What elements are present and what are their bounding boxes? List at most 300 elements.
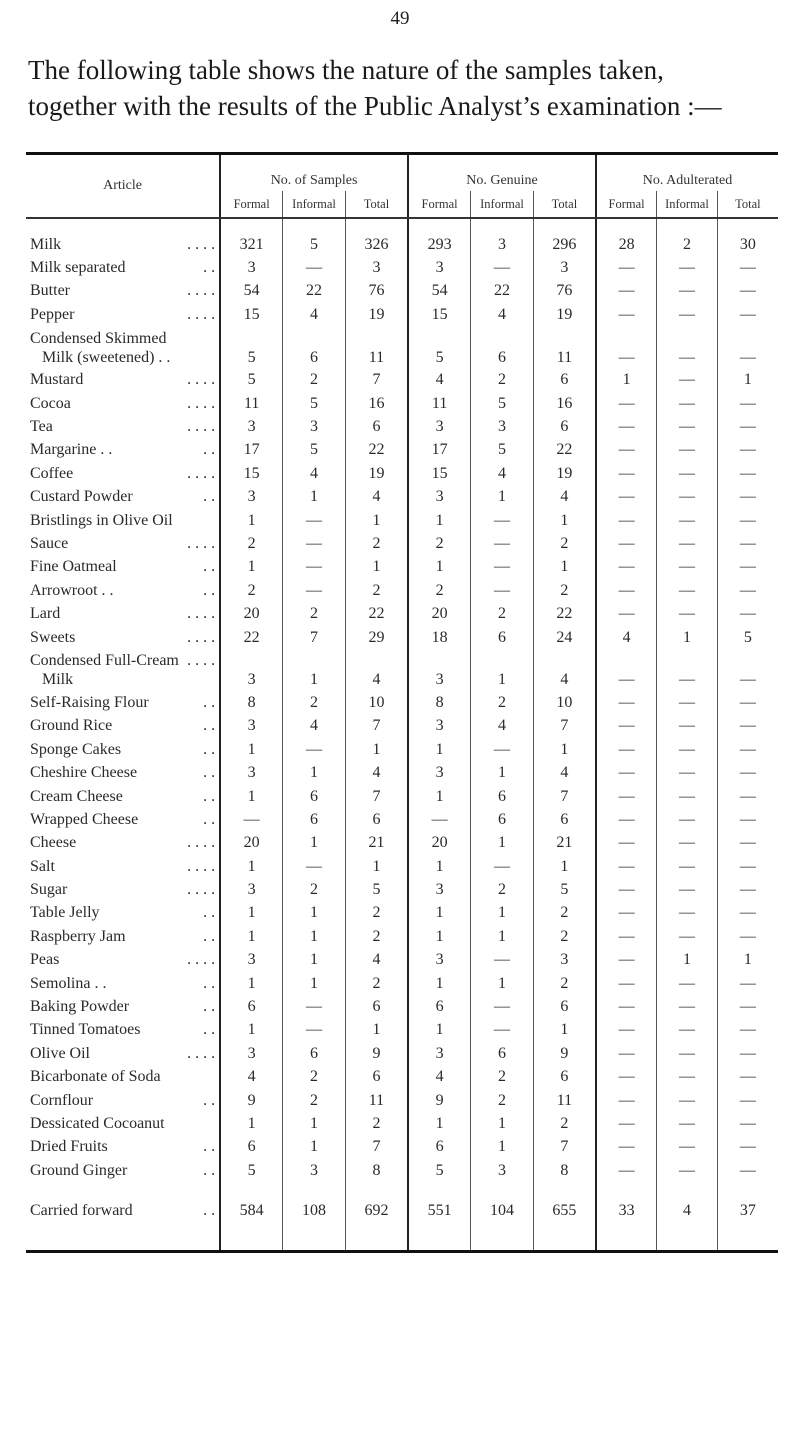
adulterated-formal-cell: — bbox=[596, 392, 657, 415]
genuine-total-cell: 6 bbox=[533, 808, 596, 831]
genuine-informal-cell: 3 bbox=[471, 1159, 534, 1182]
leader-dots: . . bbox=[203, 904, 216, 922]
adulterated-formal-cell: — bbox=[596, 925, 657, 948]
adulterated-formal-cell: — bbox=[596, 556, 657, 579]
leader-dots: . . bbox=[203, 1091, 216, 1109]
article-cell bbox=[26, 602, 220, 625]
genuine-total-cell: 9 bbox=[533, 1042, 596, 1065]
genuine-formal-cell: 1 bbox=[408, 1019, 471, 1042]
table-row bbox=[26, 925, 778, 948]
adulterated-total-cell: — bbox=[717, 1066, 778, 1089]
genuine-total-cell: 3 bbox=[533, 256, 596, 279]
adulterated-total-cell: 37 bbox=[717, 1196, 778, 1252]
article-name: Cheese bbox=[30, 834, 77, 852]
leader-dots: . . . . bbox=[187, 534, 216, 552]
samples-informal-cell: 5 bbox=[283, 233, 346, 256]
adulterated-informal-cell: — bbox=[657, 602, 718, 625]
adulterated-informal-cell: — bbox=[657, 1019, 718, 1042]
samples-total-cell: 1 bbox=[345, 738, 408, 761]
adulterated-formal-cell: — bbox=[596, 579, 657, 602]
adulterated-informal-cell: — bbox=[657, 392, 718, 415]
samples-total-cell: 22 bbox=[345, 439, 408, 462]
adulterated-total-cell: — bbox=[717, 738, 778, 761]
genuine-formal-cell: 3 bbox=[408, 1042, 471, 1065]
genuine-formal-cell: 1 bbox=[408, 1112, 471, 1135]
genuine-total-cell: 2 bbox=[533, 902, 596, 925]
adulterated-informal-cell: — bbox=[657, 878, 718, 901]
adulterated-formal-cell: — bbox=[596, 486, 657, 509]
samples-informal-cell: 6 bbox=[283, 1042, 346, 1065]
adulterated-total-cell: — bbox=[717, 579, 778, 602]
table-row bbox=[26, 761, 778, 784]
samples-informal-cell: — bbox=[283, 532, 346, 555]
adulterated-total-cell: — bbox=[717, 327, 778, 369]
samples-total-cell: 4 bbox=[345, 486, 408, 509]
samples-informal-cell: — bbox=[283, 579, 346, 602]
table-row bbox=[26, 1089, 778, 1112]
samples-informal-cell: 2 bbox=[283, 878, 346, 901]
genuine-informal-cell: — bbox=[471, 738, 534, 761]
article-name-continued: Milk (sweetened) . . bbox=[42, 348, 171, 366]
adulterated-total-cell: — bbox=[717, 878, 778, 901]
samples-formal-cell: 3 bbox=[220, 761, 283, 784]
article-cell bbox=[26, 649, 220, 691]
article-cell bbox=[26, 462, 220, 485]
genuine-formal-cell: 1 bbox=[408, 738, 471, 761]
genuine-informal-cell: 1 bbox=[471, 925, 534, 948]
adulterated-formal-cell: — bbox=[596, 972, 657, 995]
article-cell bbox=[26, 1196, 220, 1252]
adulterated-informal-cell: — bbox=[657, 280, 718, 303]
genuine-total-cell: 4 bbox=[533, 486, 596, 509]
adulterated-informal-cell: — bbox=[657, 995, 718, 1018]
table-row bbox=[26, 949, 778, 972]
adulterated-formal-cell: — bbox=[596, 715, 657, 738]
genuine-formal-cell: 1 bbox=[408, 509, 471, 532]
samples-informal-cell: 6 bbox=[283, 327, 346, 369]
adulterated-informal-cell: — bbox=[657, 691, 718, 714]
adulterated-total-cell: 1 bbox=[717, 949, 778, 972]
article-name: Butter bbox=[30, 282, 70, 300]
adulterated-formal-cell: 28 bbox=[596, 233, 657, 256]
samples-informal-cell: 1 bbox=[283, 1136, 346, 1159]
article-cell bbox=[26, 738, 220, 761]
adulterated-informal-cell: 4 bbox=[657, 1196, 718, 1252]
article-cell bbox=[26, 902, 220, 925]
samples-formal-cell: 584 bbox=[220, 1196, 283, 1252]
samples-formal-cell: 2 bbox=[220, 579, 283, 602]
article-name: Lard bbox=[30, 605, 61, 623]
article-cell bbox=[26, 579, 220, 602]
article-cell bbox=[26, 878, 220, 901]
samples-formal-cell: 1 bbox=[220, 738, 283, 761]
samples-formal-cell: 3 bbox=[220, 256, 283, 279]
adulterated-informal-cell: — bbox=[657, 715, 718, 738]
samples-informal-cell: 2 bbox=[283, 691, 346, 714]
samples-informal-cell: 7 bbox=[283, 626, 346, 649]
leader-dots: . . bbox=[203, 810, 216, 828]
genuine-total-cell: 3 bbox=[533, 949, 596, 972]
genuine-formal-cell: 20 bbox=[408, 832, 471, 855]
adulterated-informal-cell: — bbox=[657, 486, 718, 509]
samples-informal-cell: 4 bbox=[283, 715, 346, 738]
leader-dots: . . . . bbox=[187, 628, 216, 646]
genuine-total-cell: 76 bbox=[533, 280, 596, 303]
adulterated-informal-cell: — bbox=[657, 303, 718, 326]
table-row bbox=[26, 902, 778, 925]
subheader-formal: Formal bbox=[220, 191, 283, 218]
genuine-informal-cell: 5 bbox=[471, 439, 534, 462]
samples-informal-cell: — bbox=[283, 738, 346, 761]
samples-formal-cell: 5 bbox=[220, 369, 283, 392]
samples-informal-cell: 3 bbox=[283, 1159, 346, 1182]
adulterated-formal-cell: — bbox=[596, 439, 657, 462]
genuine-formal-cell: 293 bbox=[408, 233, 471, 256]
genuine-formal-cell: 4 bbox=[408, 1066, 471, 1089]
adulterated-formal-cell: — bbox=[596, 691, 657, 714]
adulterated-informal-cell: — bbox=[657, 532, 718, 555]
genuine-formal-cell: 15 bbox=[408, 462, 471, 485]
genuine-total-cell: 7 bbox=[533, 1136, 596, 1159]
samples-formal-cell: 3 bbox=[220, 486, 283, 509]
article-cell bbox=[26, 761, 220, 784]
genuine-informal-cell: 1 bbox=[471, 761, 534, 784]
samples-formal-cell: 22 bbox=[220, 626, 283, 649]
intro-paragraph: The following table shows the nature of the samples taken, together with the results of the Public Analyst’s examination :— bbox=[28, 55, 722, 121]
adulterated-informal-cell: — bbox=[657, 738, 718, 761]
leader-dots: . . bbox=[203, 693, 216, 711]
genuine-informal-cell: — bbox=[471, 949, 534, 972]
article-name: Cheshire Cheese bbox=[30, 764, 138, 782]
genuine-informal-cell: 104 bbox=[471, 1196, 534, 1252]
genuine-total-cell: 10 bbox=[533, 691, 596, 714]
article-name: Pepper bbox=[30, 305, 75, 323]
samples-informal-cell: 6 bbox=[283, 785, 346, 808]
genuine-informal-cell: 1 bbox=[471, 486, 534, 509]
article-cell bbox=[26, 808, 220, 831]
adulterated-total-cell: — bbox=[717, 602, 778, 625]
genuine-informal-cell: 6 bbox=[471, 1042, 534, 1065]
samples-formal-cell: 17 bbox=[220, 439, 283, 462]
article-name: Fine Oatmeal bbox=[30, 558, 117, 576]
genuine-total-cell: 5 bbox=[533, 878, 596, 901]
genuine-formal-cell: 1 bbox=[408, 855, 471, 878]
samples-informal-cell: — bbox=[283, 855, 346, 878]
table-row bbox=[26, 626, 778, 649]
adulterated-total-cell: — bbox=[717, 855, 778, 878]
genuine-informal-cell: 2 bbox=[471, 369, 534, 392]
samples-total-cell: 7 bbox=[345, 1136, 408, 1159]
adulterated-informal-cell: 1 bbox=[657, 949, 718, 972]
samples-informal-cell: 1 bbox=[283, 925, 346, 948]
table-row bbox=[26, 392, 778, 415]
genuine-informal-cell: 2 bbox=[471, 602, 534, 625]
genuine-formal-cell: 1 bbox=[408, 925, 471, 948]
leader-dots: . . bbox=[203, 441, 216, 459]
leader-dots: . . bbox=[203, 1161, 216, 1179]
samples-total-cell: 326 bbox=[345, 233, 408, 256]
genuine-total-cell: 16 bbox=[533, 392, 596, 415]
table-body bbox=[26, 218, 778, 1252]
table-row bbox=[26, 556, 778, 579]
adulterated-informal-cell: — bbox=[657, 855, 718, 878]
samples-formal-cell: 20 bbox=[220, 602, 283, 625]
genuine-total-cell: 22 bbox=[533, 439, 596, 462]
adulterated-formal-cell: — bbox=[596, 855, 657, 878]
article-name: Cream Cheese bbox=[30, 787, 123, 805]
adulterated-total-cell: — bbox=[717, 439, 778, 462]
table-row bbox=[26, 808, 778, 831]
article-name: Coffee bbox=[30, 464, 74, 482]
article-cell bbox=[26, 1089, 220, 1112]
genuine-informal-cell: 3 bbox=[471, 415, 534, 438]
article-name: Custard Powder bbox=[30, 488, 133, 506]
subheader-formal: Formal bbox=[408, 191, 471, 218]
genuine-informal-cell: 3 bbox=[471, 233, 534, 256]
genuine-informal-cell: — bbox=[471, 995, 534, 1018]
genuine-informal-cell: 6 bbox=[471, 327, 534, 369]
samples-formal-cell: 3 bbox=[220, 949, 283, 972]
adulterated-total-cell: — bbox=[717, 1089, 778, 1112]
article-cell bbox=[26, 1019, 220, 1042]
samples-total-cell: 4 bbox=[345, 649, 408, 691]
leader-dots: . . bbox=[203, 581, 216, 599]
adulterated-formal-cell: — bbox=[596, 808, 657, 831]
genuine-total-cell: 2 bbox=[533, 1112, 596, 1135]
genuine-informal-cell: — bbox=[471, 509, 534, 532]
adulterated-formal-cell: — bbox=[596, 256, 657, 279]
adulterated-informal-cell: — bbox=[657, 327, 718, 369]
adulterated-formal-cell: — bbox=[596, 1089, 657, 1112]
table-row bbox=[26, 233, 778, 256]
leader-dots: . . bbox=[203, 998, 216, 1016]
adulterated-informal-cell: — bbox=[657, 556, 718, 579]
adulterated-total-cell: — bbox=[717, 1042, 778, 1065]
samples-total-cell: 16 bbox=[345, 392, 408, 415]
adulterated-total-cell: — bbox=[717, 808, 778, 831]
samples-informal-cell: 4 bbox=[283, 462, 346, 485]
article-name: Sauce bbox=[30, 534, 69, 552]
genuine-informal-cell: 1 bbox=[471, 1112, 534, 1135]
genuine-total-cell: 655 bbox=[533, 1196, 596, 1252]
article-name: Peas bbox=[30, 951, 60, 969]
genuine-total-cell: 1 bbox=[533, 509, 596, 532]
samples-formal-cell: 1 bbox=[220, 785, 283, 808]
samples-total-cell: 6 bbox=[345, 1066, 408, 1089]
samples-total-cell: 22 bbox=[345, 602, 408, 625]
table-row bbox=[26, 462, 778, 485]
table-row bbox=[26, 832, 778, 855]
adulterated-informal-cell: — bbox=[657, 649, 718, 691]
adulterated-formal-cell: — bbox=[596, 878, 657, 901]
samples-informal-cell: 1 bbox=[283, 972, 346, 995]
samples-total-cell: 1 bbox=[345, 556, 408, 579]
samples-total-cell: 2 bbox=[345, 925, 408, 948]
samples-formal-cell: — bbox=[220, 808, 283, 831]
samples-formal-cell: 20 bbox=[220, 832, 283, 855]
table-row bbox=[26, 738, 778, 761]
leader-dots: . . . . bbox=[187, 305, 216, 323]
article-cell bbox=[26, 1042, 220, 1065]
samples-total-cell: 11 bbox=[345, 1089, 408, 1112]
adulterated-total-cell: — bbox=[717, 925, 778, 948]
samples-informal-cell: 6 bbox=[283, 808, 346, 831]
table-row bbox=[26, 1019, 778, 1042]
genuine-informal-cell: — bbox=[471, 579, 534, 602]
genuine-total-cell: 21 bbox=[533, 832, 596, 855]
samples-total-cell: 4 bbox=[345, 761, 408, 784]
samples-formal-cell: 1 bbox=[220, 1019, 283, 1042]
genuine-formal-cell: 15 bbox=[408, 303, 471, 326]
genuine-formal-cell: 9 bbox=[408, 1089, 471, 1112]
samples-total-cell: 7 bbox=[345, 785, 408, 808]
genuine-formal-cell: 2 bbox=[408, 532, 471, 555]
article-name: Salt bbox=[30, 857, 55, 875]
leader-dots: . . bbox=[203, 1202, 216, 1220]
samples-formal-cell: 3 bbox=[220, 1042, 283, 1065]
table-row bbox=[26, 439, 778, 462]
adulterated-total-cell: — bbox=[717, 280, 778, 303]
samples-formal-cell: 1 bbox=[220, 855, 283, 878]
adulterated-total-cell: — bbox=[717, 256, 778, 279]
article-cell bbox=[26, 972, 220, 995]
article-cell bbox=[26, 925, 220, 948]
adulterated-total-cell: — bbox=[717, 1019, 778, 1042]
spacer-row bbox=[26, 1182, 778, 1196]
article-cell bbox=[26, 415, 220, 438]
genuine-informal-cell: 2 bbox=[471, 1089, 534, 1112]
article-cell bbox=[26, 303, 220, 326]
article-name: Dessicated Cocoanut bbox=[30, 1114, 165, 1132]
genuine-total-cell: 6 bbox=[533, 415, 596, 438]
adulterated-formal-cell: — bbox=[596, 1136, 657, 1159]
genuine-informal-cell: — bbox=[471, 532, 534, 555]
samples-formal-cell: 1 bbox=[220, 902, 283, 925]
adulterated-informal-cell: — bbox=[657, 579, 718, 602]
adulterated-informal-cell: 1 bbox=[657, 626, 718, 649]
genuine-total-cell: 1 bbox=[533, 855, 596, 878]
subheader-total: Total bbox=[533, 191, 596, 218]
subheader-formal: Formal bbox=[596, 191, 657, 218]
group-header-genuine: No. Genuine bbox=[408, 155, 596, 191]
article-cell bbox=[26, 509, 220, 532]
adulterated-informal-cell: — bbox=[657, 1042, 718, 1065]
group-header-adulterated: No. Adulterated bbox=[596, 155, 778, 191]
article-name: Bristlings in Olive Oil bbox=[30, 511, 173, 529]
leader-dots: . . . . bbox=[187, 834, 216, 852]
genuine-formal-cell: 3 bbox=[408, 761, 471, 784]
leader-dots: . . . . bbox=[187, 1044, 216, 1062]
adulterated-total-cell: — bbox=[717, 509, 778, 532]
genuine-formal-cell: 17 bbox=[408, 439, 471, 462]
genuine-formal-cell: — bbox=[408, 808, 471, 831]
adulterated-total-cell: — bbox=[717, 462, 778, 485]
article-cell bbox=[26, 256, 220, 279]
genuine-formal-cell: 11 bbox=[408, 392, 471, 415]
table-row bbox=[26, 415, 778, 438]
genuine-formal-cell: 8 bbox=[408, 691, 471, 714]
article-name: Cocoa bbox=[30, 394, 71, 412]
adulterated-total-cell: — bbox=[717, 995, 778, 1018]
genuine-informal-cell: 22 bbox=[471, 280, 534, 303]
samples-formal-cell: 15 bbox=[220, 303, 283, 326]
article-name: Sugar bbox=[30, 881, 68, 899]
adulterated-formal-cell: 1 bbox=[596, 369, 657, 392]
adulterated-total-cell: — bbox=[717, 303, 778, 326]
samples-informal-cell: — bbox=[283, 1019, 346, 1042]
article-cell bbox=[26, 626, 220, 649]
samples-formal-cell: 6 bbox=[220, 995, 283, 1018]
adulterated-informal-cell: — bbox=[657, 785, 718, 808]
table-row bbox=[26, 855, 778, 878]
genuine-informal-cell: 4 bbox=[471, 462, 534, 485]
leader-dots: . . . . bbox=[187, 418, 216, 436]
samples-informal-cell: — bbox=[283, 509, 346, 532]
article-name: Margarine . . bbox=[30, 441, 113, 459]
samples-total-cell: 5 bbox=[345, 878, 408, 901]
samples-total-cell: 1 bbox=[345, 855, 408, 878]
genuine-total-cell: 8 bbox=[533, 1159, 596, 1182]
leader-dots: . . bbox=[203, 927, 216, 945]
genuine-informal-cell: 5 bbox=[471, 392, 534, 415]
leader-dots: . . bbox=[203, 488, 216, 506]
genuine-informal-cell: — bbox=[471, 1019, 534, 1042]
genuine-formal-cell: 5 bbox=[408, 327, 471, 369]
genuine-formal-cell: 3 bbox=[408, 949, 471, 972]
genuine-informal-cell: 1 bbox=[471, 649, 534, 691]
genuine-informal-cell: 2 bbox=[471, 691, 534, 714]
genuine-formal-cell: 2 bbox=[408, 579, 471, 602]
article-name: Semolina . . bbox=[30, 974, 107, 992]
table-row bbox=[26, 1136, 778, 1159]
genuine-formal-cell: 551 bbox=[408, 1196, 471, 1252]
table-row bbox=[26, 369, 778, 392]
adulterated-informal-cell: — bbox=[657, 369, 718, 392]
adulterated-formal-cell: — bbox=[596, 1159, 657, 1182]
article-cell bbox=[26, 369, 220, 392]
samples-formal-cell: 3 bbox=[220, 715, 283, 738]
genuine-formal-cell: 3 bbox=[408, 415, 471, 438]
samples-formal-cell: 1 bbox=[220, 972, 283, 995]
article-name: Wrapped Cheese bbox=[30, 810, 139, 828]
samples-informal-cell: 5 bbox=[283, 439, 346, 462]
genuine-total-cell: 7 bbox=[533, 785, 596, 808]
leader-dots: . . . . bbox=[187, 394, 216, 412]
samples-informal-cell: 2 bbox=[283, 1089, 346, 1112]
genuine-formal-cell: 3 bbox=[408, 878, 471, 901]
table-row bbox=[26, 579, 778, 602]
article-cell bbox=[26, 691, 220, 714]
leader-dots: . . . . bbox=[187, 652, 216, 670]
genuine-formal-cell: 3 bbox=[408, 715, 471, 738]
samples-total-cell: 7 bbox=[345, 369, 408, 392]
article-name: Olive Oil bbox=[30, 1044, 90, 1062]
adulterated-informal-cell: — bbox=[657, 925, 718, 948]
article-name-continued: Milk bbox=[42, 671, 74, 689]
article-name: Milk separated bbox=[30, 259, 126, 277]
samples-total-cell: 10 bbox=[345, 691, 408, 714]
genuine-informal-cell: 4 bbox=[471, 303, 534, 326]
genuine-total-cell: 6 bbox=[533, 369, 596, 392]
genuine-total-cell: 19 bbox=[533, 462, 596, 485]
leader-dots: . . bbox=[203, 717, 216, 735]
genuine-total-cell: 6 bbox=[533, 995, 596, 1018]
genuine-informal-cell: 2 bbox=[471, 1066, 534, 1089]
adulterated-total-cell: — bbox=[717, 1112, 778, 1135]
adulterated-formal-cell: — bbox=[596, 1042, 657, 1065]
genuine-formal-cell: 3 bbox=[408, 486, 471, 509]
genuine-formal-cell: 1 bbox=[408, 556, 471, 579]
